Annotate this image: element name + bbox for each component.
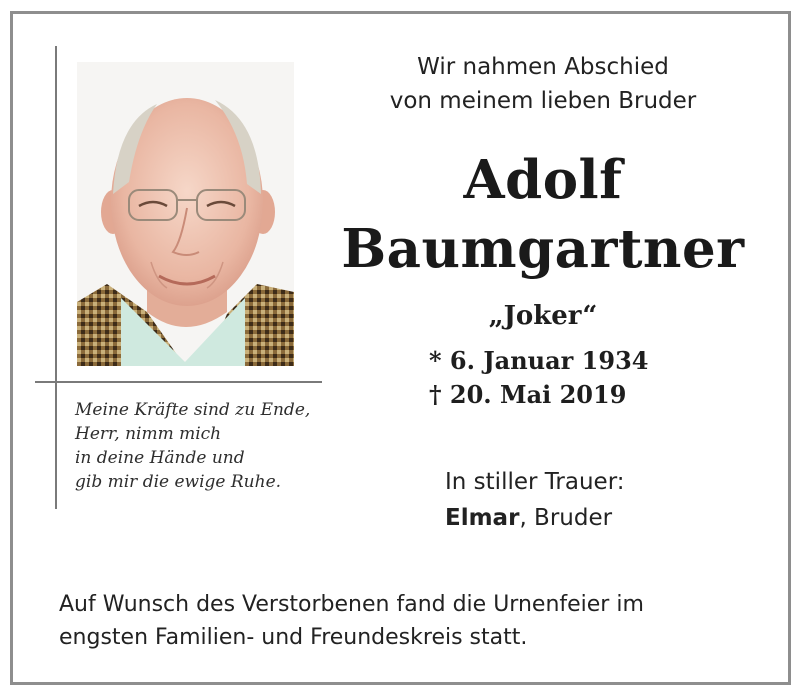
intro-line: Wir nahmen Abschied bbox=[417, 54, 669, 80]
horizontal-divider bbox=[35, 381, 322, 383]
verse-quote bbox=[75, 398, 335, 494]
notice-line: Auf Wunsch des Verstorbenen fand die Urnenfeier im bbox=[59, 592, 644, 617]
mourners-heading: In stiller Trauer: bbox=[445, 469, 625, 495]
intro-line: von meinem lieben Bruder bbox=[389, 88, 697, 114]
verse-line: in deine Hände und bbox=[75, 448, 245, 468]
mourner-name: Elmar bbox=[445, 505, 520, 531]
verse-line: Meine Kräfte sind zu Ende, bbox=[75, 400, 311, 420]
intro-text bbox=[353, 50, 733, 118]
first-name: Adolf bbox=[463, 149, 623, 211]
nickname: „Joker“ bbox=[488, 301, 598, 331]
death-date: † 20. Mai 2019 bbox=[429, 380, 627, 409]
verse-line: gib mir die ewige Ruhe. bbox=[75, 472, 282, 492]
birth-date: * 6. Januar 1934 bbox=[429, 346, 649, 375]
life-dates bbox=[429, 344, 689, 412]
portrait-photo bbox=[77, 62, 294, 366]
vertical-divider bbox=[55, 46, 57, 509]
obituary-frame bbox=[10, 11, 791, 685]
mourner-entry bbox=[445, 500, 725, 536]
mourners-block bbox=[445, 464, 725, 536]
mourner-relation: , Bruder bbox=[519, 505, 613, 531]
notice-line: engsten Familien- und Freundeskreis statt. bbox=[59, 625, 528, 650]
last-name: Baumgartner bbox=[341, 218, 745, 280]
verse-line: Herr, nimm mich bbox=[75, 424, 222, 444]
funeral-notice bbox=[59, 588, 779, 654]
deceased-name bbox=[323, 146, 763, 284]
